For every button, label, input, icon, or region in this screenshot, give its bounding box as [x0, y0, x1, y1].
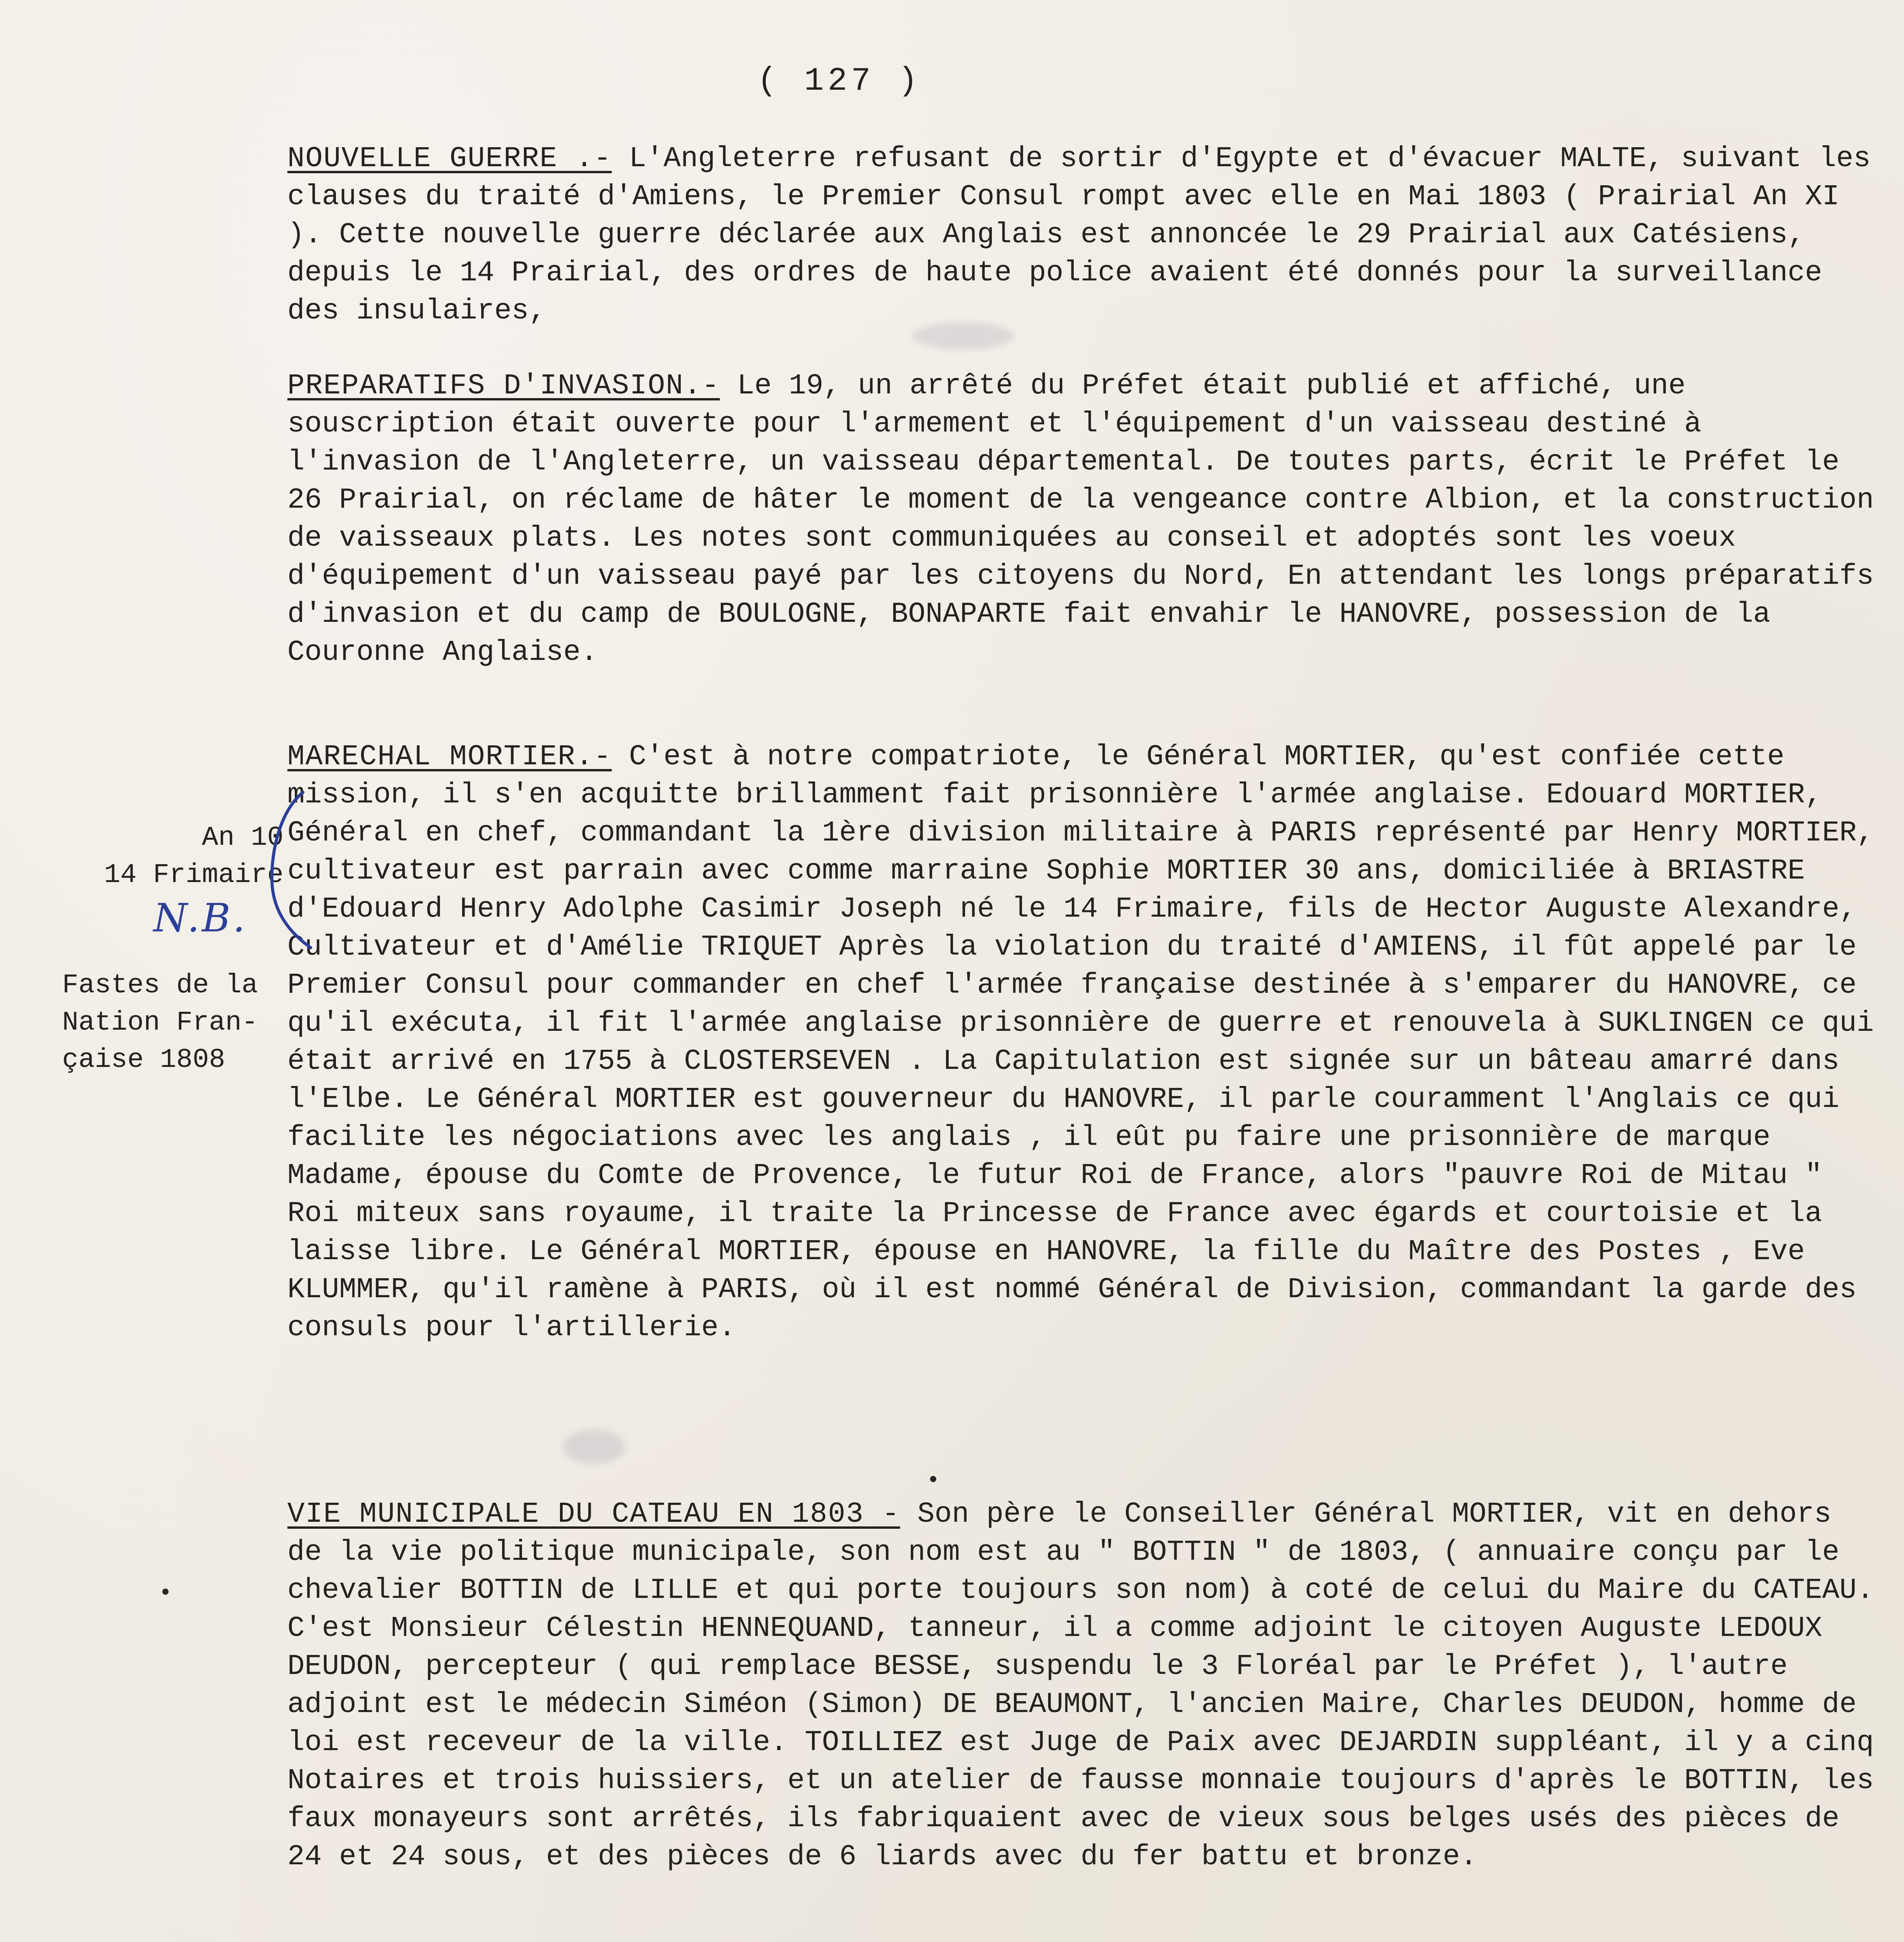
margin-note-fastes: Fastes de la Nation Fran- çaise 1808 — [62, 970, 258, 1075]
section-text: Le 19, un arrêté du Préfet était publié et affiché, une souscription était ouverte pour l'armement et l'équipement d'un vaisseau destiné à l'invasion de l'Angleterre, un vaisseau départemental. De toutes parts, écrit le Préfet le 26 Prairial, on réclame de hâter le moment de la vengeance contre Albion, et la construction de vaisseaux plats. Les notes sont communiquées au conseil et adoptés sont les voeux d'équipement d'un vaisseau payé par les citoyens du Nord, En attendant les longs préparatifs d'invasion et du camp de BOULOGNE, BONAPARTE fait envahir le HANOVRE, possession de la Couronne Anglaise. — [287, 370, 1874, 669]
section-vie-municipale — [287, 1495, 1880, 1876]
section-text: C'est à notre compatriote, le Général MORTIER, qu'est confiée cette mission, il s'en acquitte brillamment fait prisonnière l'armée anglaise. Edouard MORTIER, Général en chef, commandant la 1ère division militaire à PARIS représenté par Henry MORTIER, cultivateur est parrain avec comme marraine Sophie MORTIER 30 ans, domiciliée à BRIASTRE d'Edouard Henry Adolphe Casimir Joseph né le 14 Frimaire, fils de Hector Auguste Alexandre, Cultivateur et d'Amélie TRIQUET Après la violation du traité d'AMIENS, il fût appelé par le Premier Consul pour commander en chef l'armée française destinée à s'emparer du HANOVRE, ce qu'il exécuta, il fit l'armée anglaise prisonnière de guerre et renouvela à SUKLINGEN ce qui était arrivé en 1755 à CLOSTERSEVEN . La Capitulation est signée sur un bâteau amarré dans l'Elbe. Le Général MORTIER est gouverneur du HANOVRE, il parle couramment l'Anglais ce qui facilite les négociations avec les anglais , il eût pu faire une prisonnière de marque Madame, épouse du Comte de Provence, le futur Roi de France, alors "pauvre Roi de Mitau " Roi miteux sans royaume, il traite la Princesse de France avec égards et courtoisie et la laisse libre. Le Général MORTIER, épouse en HANOVRE, la fille du Maître des Postes , Eve KLUMMER, qu'il ramène à PARIS, où il est nommé Général de Division, commandant la garde des consuls pour l'artillerie. — [287, 741, 1874, 1344]
stray-ink-dot — [930, 1476, 936, 1482]
margin-note-nb: N.B. — [153, 895, 248, 941]
section-heading: VIE MUNICIPALE DU CATEAU EN 1803 - — [287, 1498, 900, 1531]
ink-smudge — [913, 322, 1014, 350]
page-number: ( 127 ) — [757, 63, 922, 100]
section-marechal-mortier — [287, 738, 1880, 1347]
section-heading: NOUVELLE GUERRE .- — [287, 143, 612, 175]
margin-note-an-10: An 10 14 Frimaire — [104, 823, 283, 891]
section-heading: MARECHAL MORTIER.- — [287, 741, 612, 773]
stray-ink-dot — [162, 1589, 169, 1595]
section-heading: PREPARATIFS D'INVASION.- — [287, 370, 720, 402]
section-nouvelle-guerre — [287, 140, 1880, 330]
ink-smudge — [563, 1429, 625, 1464]
section-text: L'Angleterre refusant de sortir d'Egypte et d'évacuer MALTE, suivant les clauses du traité d'Amiens, le Premier Consul rompt avec elle en Mai 1803 ( Prairial An XI ). Cette nouvelle guerre déclarée aux Anglais est annoncée le 29 Prairial aux Catésiens, depuis le 14 Prairial, des ordres de haute police avaient été donnés pour la surveillance des insulaires, — [287, 143, 1871, 327]
blue-bracket-mark — [256, 788, 318, 952]
section-text: Son père le Conseiller Général MORTIER, vit en dehors de la vie politique municipale, son nom est au " BOTTIN " de 1803, ( annuaire conçu par le chevalier BOTTIN de LILLE et qui porte toujours son nom) à coté de celui du Maire du CATEAU. C'est Monsieur Célestin HENNEQUAND, tanneur, il a comme adjoint le citoyen Auguste LEDOUX DEUDON, percepteur ( qui remplace BESSE, suspendu le 3 Floréal par le Préfet ), l'autre adjoint est le médecin Siméon (Simon) DE BEAUMONT, l'ancien Maire, Charles DEUDON, homme de loi est receveur de la ville. TOILLIEZ est Juge de Paix avec DEJARDIN suppléant, il y a cinq Notaires et trois huissiers, et un atelier de fausse monnaie toujours d'après le BOTTIN, les faux monayeurs sont arrêtés, ils fabriquaient avec de vieux sous belges usés des pièces de 24 et 24 sous, et des pièces de 6 liards avec du fer battu et bronze. — [287, 1498, 1874, 1873]
section-preparatifs-invasion — [287, 367, 1880, 672]
